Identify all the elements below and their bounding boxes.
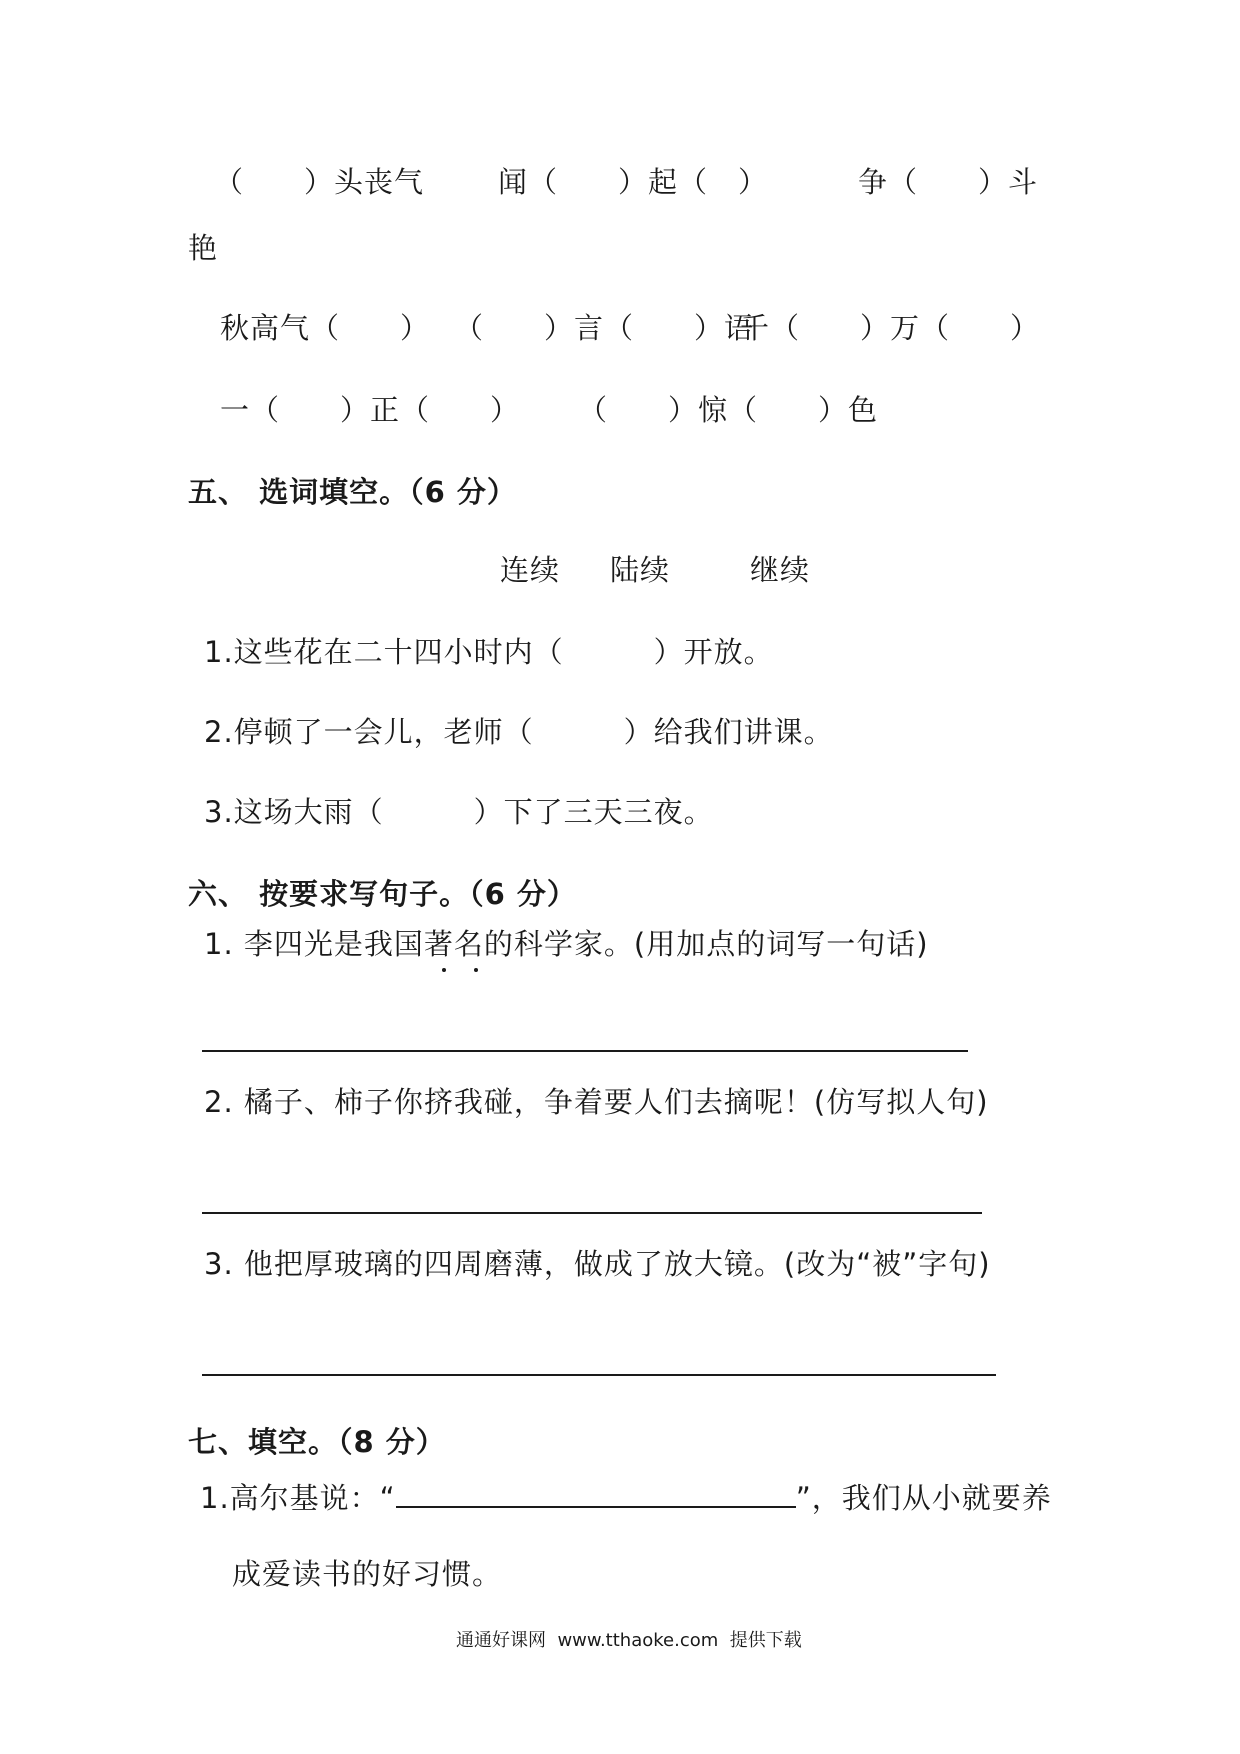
section-7-item-1 [200, 1480, 1052, 1513]
section-5-item-1: 1.这些花在二十四小时内（ ）开放。 [204, 635, 774, 669]
idiom-3: 争（ ）斗 [858, 165, 1039, 199]
section-5-title: 五、 选词填空。（6 分） [188, 475, 517, 509]
idiom-2: 闻（ ）起（ ） [498, 165, 769, 199]
section-5-item-3: 3.这场大雨（ ）下了三天三夜。 [204, 795, 714, 829]
section-7-item-1-continued: 成爱读书的好习惯。 [232, 1557, 503, 1591]
idiom-7: 一（ ）正（ ） [220, 393, 521, 427]
section-6-item-2: 2. 橘子、柿子你挤我碰，争着要人们去摘呢！(仿写拟人句) [204, 1085, 989, 1119]
answer-line-2[interactable] [202, 1212, 982, 1214]
section-5-item-2: 2.停顿了一会儿，老师（ ）给我们讲课。 [204, 715, 834, 749]
section-6-item-3: 3. 他把厚玻璃的四周磨薄，做成了放大镜。(改为“被”字句) [204, 1247, 991, 1281]
idiom-4: 秋高气（ ） [220, 311, 431, 345]
quote-blank[interactable] [396, 1480, 796, 1508]
quote-prefix: 1.高尔基说：“ [200, 1481, 396, 1515]
section-6-item-1: 1. 李四光是我国著名的科学家。(用加点的词写一句话) [204, 927, 929, 961]
word-option-1: 连续 [500, 553, 561, 587]
idiom-8: （ ）惊（ ）色 [578, 393, 879, 427]
word-option-3: 继续 [750, 553, 811, 587]
footer-credit: 通通好课网 www.tthaoke.com 提供下载 [456, 1630, 802, 1651]
section-7-title: 七、填空。（8 分） [188, 1425, 446, 1459]
idiom-6: 千（ ）万（ ） [740, 311, 1041, 345]
idiom-1: （ ）头丧气 [214, 165, 425, 199]
word-option-2: 陆续 [610, 553, 671, 587]
answer-line-1[interactable] [202, 1050, 968, 1052]
idiom-5: （ ）言（ ）语 [454, 311, 755, 345]
emphasis-dot [442, 968, 446, 972]
answer-line-3[interactable] [202, 1374, 996, 1376]
quote-suffix: ”，我们从小就要养 [795, 1481, 1052, 1515]
idiom-3-wrap: 艳 [188, 231, 219, 265]
section-6-title: 六、 按要求写句子。（6 分） [188, 877, 577, 911]
emphasis-dot [474, 968, 478, 972]
